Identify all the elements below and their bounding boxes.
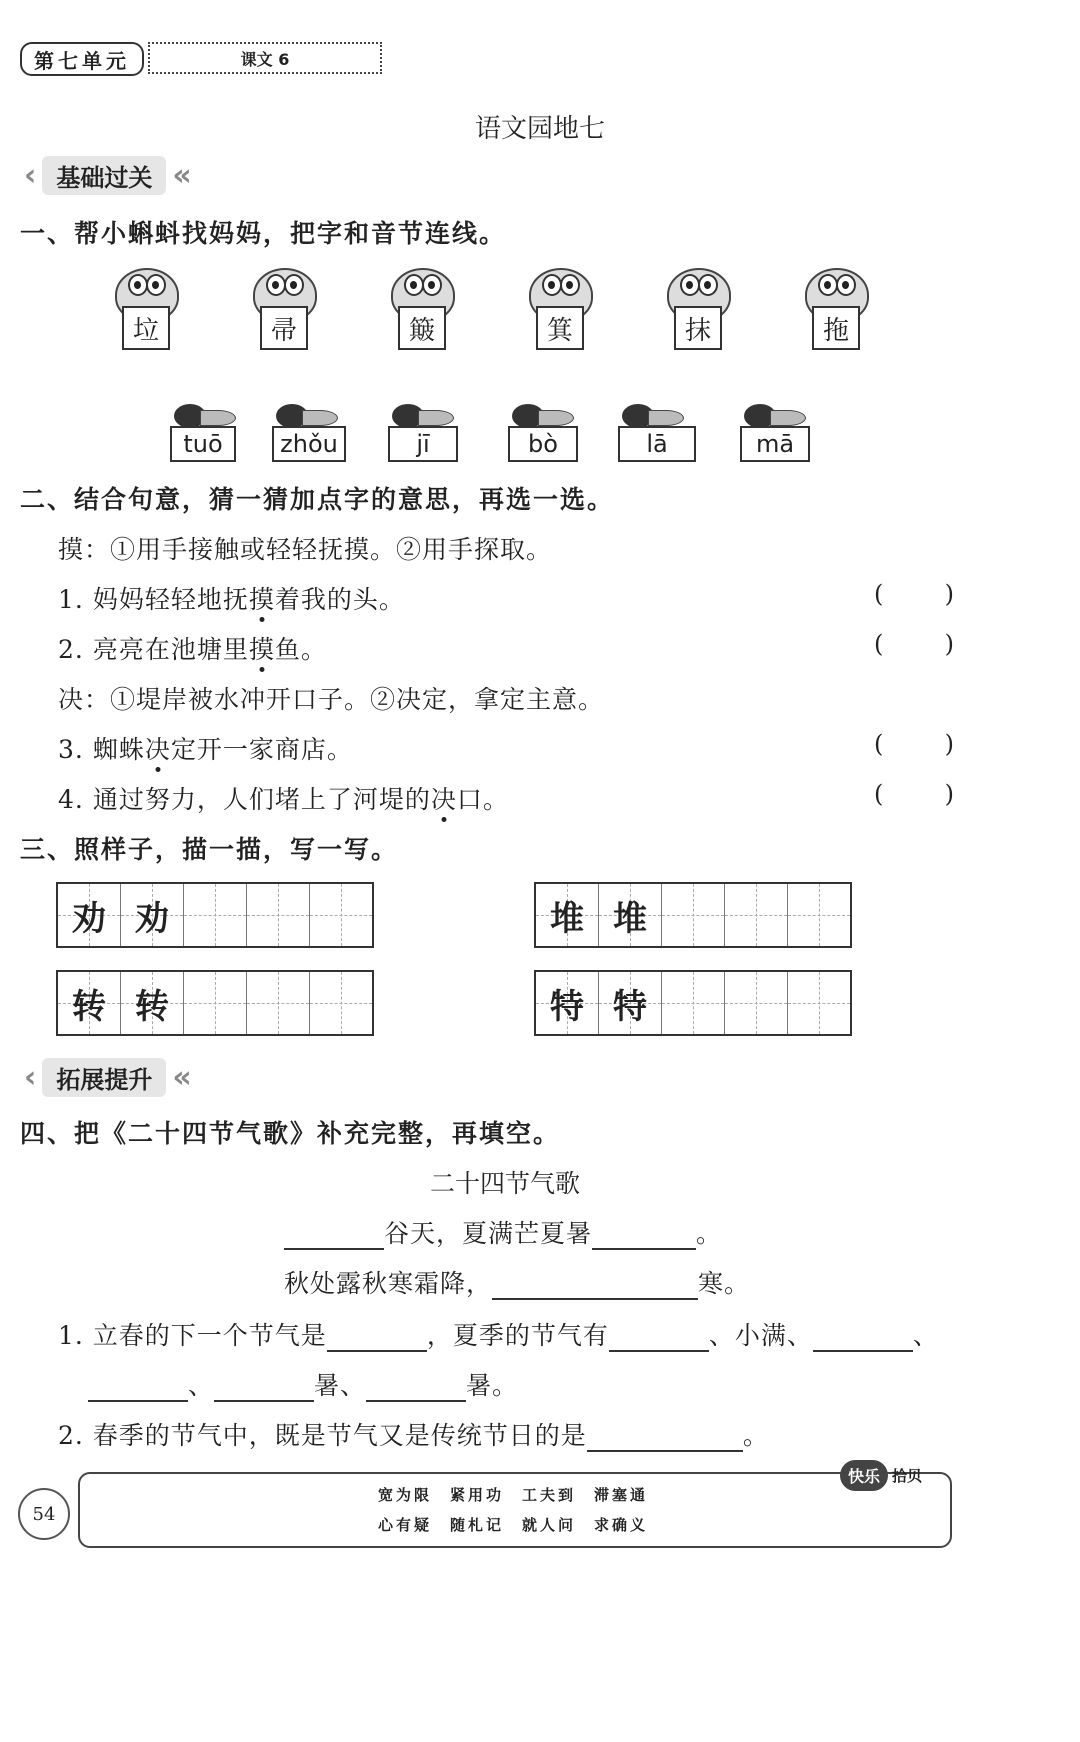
blank-input[interactable]: [88, 1372, 188, 1402]
blank-input[interactable]: [366, 1372, 466, 1402]
section-tag-extend: [18, 1058, 198, 1096]
tadpole-tail: [418, 410, 454, 426]
question-3-title: 三、照样子，描一描，写一写。: [20, 835, 399, 864]
character-card: 簸: [398, 306, 446, 350]
frog-eye: [680, 274, 700, 296]
grid-cell[interactable]: [662, 884, 725, 946]
writing-grid-4[interactable]: [534, 970, 852, 1036]
grid-cell[interactable]: [247, 884, 310, 946]
blank-input[interactable]: [214, 1372, 314, 1402]
writing-grid-1[interactable]: [56, 882, 374, 948]
frog-eye: [422, 274, 442, 296]
frog-card[interactable]: [662, 268, 732, 358]
frog-eye: [542, 274, 562, 296]
question-1-title: 一、帮小蝌蚪找妈妈，把字和音节连线。: [20, 219, 507, 248]
chevron-left-icon: ‹: [24, 1059, 37, 1095]
grid-cell[interactable]: [184, 972, 247, 1034]
grid-cell[interactable]: [310, 972, 372, 1034]
poem-line-2: 秋处露秋寒霜降， 寒。: [284, 1269, 751, 1298]
writing-grid-2[interactable]: [534, 882, 852, 948]
frog-card[interactable]: [800, 268, 870, 358]
fill-question-1-line-2: 、 暑、 暑。: [88, 1366, 518, 1402]
grid-cell: 劝: [58, 884, 121, 946]
frog-card[interactable]: [386, 268, 456, 358]
blank-input[interactable]: [609, 1322, 709, 1352]
character-card: 箕: [536, 306, 584, 350]
blank-input[interactable]: [592, 1220, 696, 1250]
motto-line-2: 心有疑 随札记 就人问 求确义: [377, 1516, 648, 1534]
frog-card[interactable]: [110, 268, 180, 358]
answer-paren-2[interactable]: ( ): [874, 630, 954, 658]
brand-text: 拾贝: [892, 1466, 923, 1485]
definition-jue: 决：①堤岸被水冲开口子。②决定，拿定主意。: [58, 685, 605, 714]
section-label: 基础过关: [42, 156, 166, 195]
pinyin-box: lā: [618, 426, 696, 462]
blank-input[interactable]: [327, 1322, 427, 1352]
frog-eye: [284, 274, 304, 296]
grid-cell[interactable]: [788, 972, 850, 1034]
sentence-3: 3. 蜘蛛决定开一家商店。: [58, 735, 353, 764]
answer-paren-3[interactable]: ( ): [874, 730, 954, 758]
grid-cell[interactable]: [310, 884, 372, 946]
blank-input[interactable]: [284, 1220, 384, 1250]
character-card: 拖: [812, 306, 860, 350]
character-card: 帚: [260, 306, 308, 350]
grid-cell: 劝: [121, 884, 184, 946]
chevron-double-left-icon: «: [172, 157, 192, 193]
frog-eye: [818, 274, 838, 296]
frog-card[interactable]: [524, 268, 594, 358]
sentence-4: 4. 通过努力，人们堵上了河堤的决口。: [58, 785, 509, 814]
section-label: 拓展提升: [42, 1058, 166, 1097]
grid-cell: 转: [121, 972, 184, 1034]
answer-paren-1[interactable]: ( ): [874, 580, 954, 608]
tadpole-tail: [302, 410, 338, 426]
pinyin-box: zhǒu: [272, 426, 346, 462]
tadpole-tail: [200, 410, 236, 426]
frog-eye: [128, 274, 148, 296]
chevron-left-icon: ‹: [24, 157, 37, 193]
grid-cell: 特: [599, 972, 662, 1034]
tadpole-card[interactable]: [508, 404, 618, 464]
frog-card[interactable]: [248, 268, 318, 358]
sentence-2: 2. 亮亮在池塘里摸鱼。: [58, 635, 327, 664]
tadpole-card[interactable]: [272, 404, 382, 464]
grid-cell[interactable]: [788, 884, 850, 946]
tadpole-card[interactable]: [170, 404, 280, 464]
tadpole-tail: [648, 410, 684, 426]
grid-cell[interactable]: [184, 884, 247, 946]
grid-cell: 特: [536, 972, 599, 1034]
poem-line-1: 谷天，夏满芒夏暑 。: [284, 1214, 722, 1250]
character-card: 垃: [122, 306, 170, 350]
pinyin-box: bò: [508, 426, 578, 462]
definition-mo: 摸：①用手接触或轻轻抚摸。②用手探取。: [58, 535, 553, 564]
blank-input[interactable]: [492, 1270, 698, 1300]
tadpole-tail: [770, 410, 806, 426]
grid-cell[interactable]: [725, 884, 788, 946]
frog-eye: [404, 274, 424, 296]
section-tag-basic: [18, 156, 198, 194]
chevron-double-left-icon: «: [172, 1059, 192, 1095]
blank-input[interactable]: [587, 1422, 743, 1452]
motto-line-1: 宽为限 紧用功 工夫到 滞塞通: [377, 1486, 648, 1504]
pinyin-box: mā: [740, 426, 810, 462]
frog-eye: [266, 274, 286, 296]
frog-eye: [146, 274, 166, 296]
grid-cell: 堆: [536, 884, 599, 946]
grid-cell[interactable]: [247, 972, 310, 1034]
blank-input[interactable]: [813, 1322, 913, 1352]
sentence-1: 1. 妈妈轻轻地抚摸着我的头。: [58, 585, 405, 614]
answer-paren-4[interactable]: ( ): [874, 780, 954, 808]
page-title: 语文园地七: [474, 114, 605, 144]
grid-cell: 转: [58, 972, 121, 1034]
unit-badge: 第七单元: [20, 42, 144, 76]
grid-cell[interactable]: [725, 972, 788, 1034]
fill-question-1-line-1: 1. 立春的下一个节气是 ，夏季的节气有 、小满、 、: [58, 1321, 939, 1350]
page-number: 54: [18, 1488, 70, 1540]
question-4-title: 四、把《二十四节气歌》补充完整，再填空。: [20, 1119, 561, 1148]
grid-cell: 堆: [599, 884, 662, 946]
tadpole-tail: [538, 410, 574, 426]
writing-grid-3[interactable]: [56, 970, 374, 1036]
fill-question-2: 2. 春季的节气中，既是节气又是传统节日的是 。: [58, 1421, 769, 1450]
pinyin-box: tuō: [170, 426, 236, 462]
question-2-title: 二、结合句意，猜一猜加点字的意思，再选一选。: [20, 485, 615, 514]
frog-eye: [560, 274, 580, 296]
lesson-label: 课文 6: [148, 42, 382, 74]
tadpole-card[interactable]: [618, 404, 728, 464]
brand-bubble: 快乐: [840, 1460, 888, 1491]
character-card: 抹: [674, 306, 722, 350]
tadpole-card[interactable]: [388, 404, 498, 464]
tadpole-card[interactable]: [740, 404, 850, 464]
poem-title: 二十四节气歌: [429, 1169, 580, 1198]
pinyin-box: jī: [388, 426, 458, 462]
brand-logo: [840, 1452, 940, 1498]
frog-eye: [698, 274, 718, 296]
grid-cell[interactable]: [662, 972, 725, 1034]
frog-eye: [836, 274, 856, 296]
